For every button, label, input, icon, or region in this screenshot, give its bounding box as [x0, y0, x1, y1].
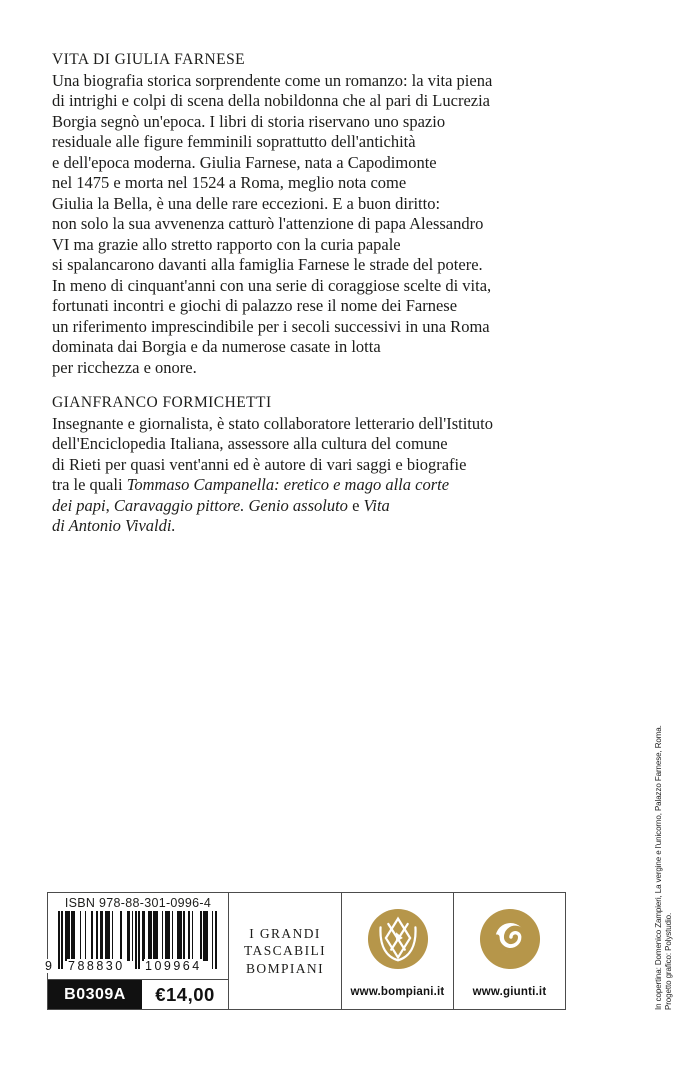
isbn-label: ISBN 978-88-301-0996-4 — [64, 896, 212, 910]
text-line: fortunati incontri e giochi di palazzo rese il nome dei Farnese — [52, 296, 458, 315]
cover-image-credit: In copertina: Domenico Zampieri, La vergine e l'unicorno, Palazzo Farnese, Roma. — [654, 725, 663, 1010]
price-label: €14,00 — [155, 983, 215, 1005]
description-section — [52, 50, 587, 378]
text-line: Borgia segnò un'epoca. I libri di storia riservano uno spazio — [52, 111, 446, 131]
author-name-heading: GIANFRANCO FORMICHETTI — [52, 394, 272, 411]
ean-barcode — [45, 911, 219, 975]
text-line: e dell'epoca moderna. Giulia Farnese, nata a Capodimonte — [52, 152, 437, 172]
author-bio-text — [52, 414, 587, 537]
bompiani-flower-logo — [367, 908, 429, 970]
graphic-design-credit: Progetto grafico: Polystudio. — [663, 912, 673, 1010]
series-line: I GRANDI — [249, 925, 321, 941]
text-line: di intrighi e colpi di scena della nobildonna che al pari di Lucrezia — [52, 91, 491, 110]
text-line: dominata dai Borgia e da numerose casate in lotta — [52, 337, 381, 356]
text-line: di Rieti per quasi vent'anni ed è autore di vari saggi e biografie — [52, 454, 467, 474]
series-line: BOMPIANI — [246, 960, 324, 976]
cover-credits — [654, 724, 673, 1010]
text-line: VI ma grazie allo stretto rapporto con la curia papale — [52, 234, 401, 254]
barcode-digits-group1: 788830 — [68, 959, 125, 973]
text-line: Insegnante e giornalista, è stato collaboratore letterario dell'Istituto — [52, 413, 493, 433]
barcode-digits-group2: 109964 — [145, 959, 202, 973]
price-row — [48, 979, 228, 1009]
text-line: residuale alle figure femminili soprattutto dell'antichità — [52, 132, 416, 151]
text-line: tra le quali Tommaso Campanella: eretico e mago alla corte — [52, 475, 450, 494]
description-text — [52, 71, 587, 379]
text-line: di Antonio Vivaldi. — [52, 516, 176, 535]
series-cell — [228, 893, 341, 1009]
text-line: si spalancarono davanti alla famiglia Farnese le strade del potere. — [52, 255, 483, 274]
text-line: un riferimento imprescindibile per i secoli successivi in una Roma — [52, 316, 490, 336]
text-line: Giulia la Bella, è una delle rare eccezioni. E a buon diritto: — [52, 193, 441, 213]
edition-code-badge: B0309A — [48, 980, 142, 1009]
text-line: non solo la sua avvenenza catturò l'attenzione di papa Alessandro — [52, 214, 484, 233]
text-line: Una biografia storica sorprendente come un romanzo: la vita piena — [52, 70, 493, 90]
text-line: dell'Enciclopedia Italiana, assessore alla cultura del comune — [52, 434, 448, 453]
text-line: In meno di cinquant'anni con una serie di coraggiose scelte di vita, — [52, 275, 492, 295]
giunti-cell — [453, 893, 565, 1009]
author-bio-section — [52, 393, 587, 537]
publisher-footer-box — [47, 892, 566, 1010]
giunti-url: www.giunti.it — [472, 986, 547, 998]
bompiani-url: www.bompiani.it — [350, 986, 445, 998]
text-line: nel 1475 e morta nel 1524 a Roma, meglio nota come — [52, 173, 407, 192]
book-title-heading: VITA DI GIULIA FARNESE — [52, 51, 246, 68]
barcode-cell — [45, 893, 228, 1009]
cover-copy — [52, 50, 587, 537]
text-line: dei papi, Caravaggio pittore. Genio assoluto e Vita — [52, 495, 390, 515]
barcode-digit-lead: 9 — [45, 959, 52, 973]
series-line: TASCABILI — [243, 943, 327, 959]
giunti-logo — [479, 908, 541, 970]
bompiani-cell — [341, 893, 453, 1009]
text-line: per ricchezza e onore. — [52, 357, 197, 377]
